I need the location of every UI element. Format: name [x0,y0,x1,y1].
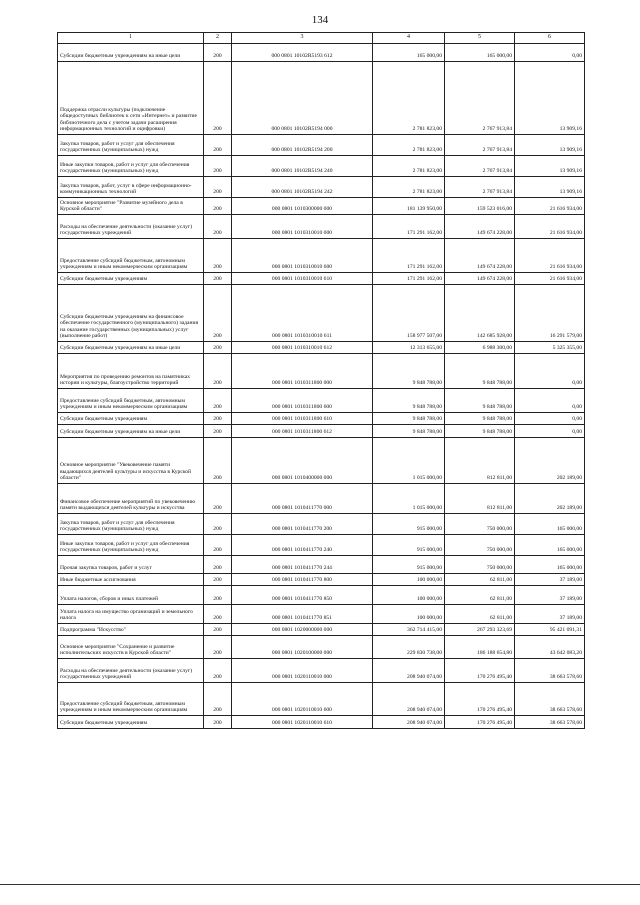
table-row [58,135,585,156]
row-code: 200 [204,198,232,215]
row-unexecuted: 0,00 [515,44,585,62]
row-unexecuted: 13 909,16 [515,135,585,156]
row-name: Иные закупки товаров, работ и услуг для обеспечения государственных (муниципальных) нужд [58,535,204,556]
row-classifier: 000 0801 1020000000 000 [232,624,373,636]
row-executed: 6 988 300,00 [445,342,515,354]
table-row [58,659,585,683]
row-unexecuted: 21 616 934,00 [515,198,585,215]
row-name: Закупка товаров, работ и услуг для обеспечения государственных (муниципальных) нужд [58,514,204,535]
row-classifier: 000 0801 1010411770 240 [232,535,373,556]
row-approved: 171 291 162,00 [373,239,445,273]
row-code: 200 [204,484,232,514]
row-approved: 229 830 738,00 [373,636,445,659]
row-unexecuted: 0,00 [515,354,585,389]
row-executed: 2 767 913,84 [445,62,515,135]
row-approved: 165 000,00 [373,44,445,62]
row-executed: 9 848 788,00 [445,354,515,389]
row-classifier: 000 0801 1010310010 600 [232,239,373,273]
row-unexecuted: 16 291 579,00 [515,285,585,342]
table-row [58,413,585,425]
row-executed: 170 276 495,40 [445,716,515,729]
table-row [58,438,585,484]
row-executed: 62 811,00 [445,586,515,605]
row-name: Основное мероприятие "Развитие музейного дела в Курской области" [58,198,204,215]
row-approved: 2 781 823,00 [373,135,445,156]
row-classifier: 000 0801 1010310010 612 [232,342,373,354]
row-approved: 9 848 788,00 [373,389,445,413]
table-row [58,389,585,413]
table-row [58,716,585,729]
row-code: 200 [204,438,232,484]
row-name: Уплата налогов, сборов и иных платежей [58,586,204,605]
row-name: Закупка товаров, работ и услуг для обеспечения государственных (муниципальных) нужд [58,135,204,156]
row-executed: 62 811,00 [445,605,515,624]
row-classifier: 000 0801 1010411770 200 [232,514,373,535]
row-executed: 812 811,00 [445,484,515,514]
row-executed: 149 674 228,00 [445,273,515,285]
row-approved: 2 781 823,00 [373,62,445,135]
row-unexecuted: 202 189,00 [515,484,585,514]
row-approved: 158 977 507,00 [373,285,445,342]
row-classifier: 000 0801 1010311800 612 [232,425,373,438]
row-unexecuted: 37 189,00 [515,574,585,586]
budget-table [57,32,585,729]
row-approved: 9 848 788,00 [373,413,445,425]
row-approved: 1 015 000,00 [373,484,445,514]
table-row [58,198,585,215]
row-code: 200 [204,135,232,156]
row-name: Финансовое обеспечение мероприятий по увековечению памяти выдающихся деятелей культуры и искусства [58,484,204,514]
table-row [58,354,585,389]
row-approved: 181 139 950,00 [373,198,445,215]
row-name: Субсидии бюджетным учреждениям [58,273,204,285]
row-unexecuted: 37 189,00 [515,586,585,605]
row-classifier: 000 0801 1010411770 851 [232,605,373,624]
row-executed: 9 848 788,00 [445,389,515,413]
row-name: Уплата налога на имущество организаций и земельного налога [58,605,204,624]
table-row [58,273,585,285]
row-code: 200 [204,44,232,62]
row-name: Основное мероприятие "Сохранение и развитие исполнительских искусств в Курской области" [58,636,204,659]
row-unexecuted: 37 189,00 [515,605,585,624]
row-name: Закупка товаров, работ, услуг в сфере информационно-коммуникационных технологий [58,177,204,198]
table-row [58,535,585,556]
column-number-row [58,33,585,44]
row-name: Субсидии бюджетным учреждениям на иные цели [58,425,204,438]
row-executed: 170 276 495,40 [445,683,515,716]
row-unexecuted: 21 616 934,00 [515,239,585,273]
row-name: Субсидии бюджетным учреждениям на иные цели [58,44,204,62]
row-executed: 186 188 654,80 [445,636,515,659]
row-unexecuted: 0,00 [515,389,585,413]
row-classifier: 000 0801 1010411770 244 [232,556,373,574]
row-executed: 750 000,00 [445,514,515,535]
row-classifier: 000 0801 1020100000 000 [232,636,373,659]
row-classifier: 000 0801 1010400000 000 [232,438,373,484]
row-code: 200 [204,285,232,342]
table-row [58,605,585,624]
row-approved: 915 000,00 [373,514,445,535]
row-approved: 171 291 162,00 [373,215,445,239]
row-name: Субсидии бюджетным учреждениям [58,716,204,729]
table-row [58,177,585,198]
row-classifier: 000 0801 1010310010 611 [232,285,373,342]
table-row [58,215,585,239]
row-code: 200 [204,62,232,135]
row-executed: 149 674 228,00 [445,215,515,239]
row-executed: 2 767 913,84 [445,135,515,156]
table-row [58,636,585,659]
row-code: 200 [204,215,232,239]
row-code: 200 [204,574,232,586]
row-approved: 100 000,00 [373,605,445,624]
table-row [58,484,585,514]
row-unexecuted: 165 000,00 [515,514,585,535]
row-approved: 915 000,00 [373,556,445,574]
table-row [58,624,585,636]
row-executed: 142 685 928,00 [445,285,515,342]
table-row [58,342,585,354]
row-code: 200 [204,716,232,729]
table-row [58,239,585,273]
row-unexecuted: 165 000,00 [515,556,585,574]
column-header: 2 [204,33,232,44]
row-classifier: 000 0801 10102R5194 000 [232,62,373,135]
row-executed: 165 000,00 [445,44,515,62]
row-approved: 12 313 655,00 [373,342,445,354]
row-classifier: 000 0801 1020110010 000 [232,659,373,683]
row-executed: 149 674 228,00 [445,239,515,273]
row-classifier: 000 0801 1010411770 000 [232,484,373,514]
row-name: Субсидии бюджетным учреждениям [58,413,204,425]
row-name: Поддержка отрасли культуры (подключение общедоступных библиотек к сети «Интернет» и развитие библиотечного дела с учетом задачи расширения информационных технологий и оцифровки) [58,62,204,135]
table-row [58,425,585,438]
table-row [58,156,585,177]
row-code: 200 [204,273,232,285]
row-classifier: 000 0801 1010411770 850 [232,586,373,605]
row-code: 200 [204,342,232,354]
row-code: 200 [204,683,232,716]
row-name: Субсидии бюджетным учреждениям на иные цели [58,342,204,354]
row-name: Субсидии бюджетным учреждениям на финансовое обеспечение государственного (муниципального) задания на оказание государственных (муниципальных) услуг (выполнение работ) [58,285,204,342]
row-name: Расходы на обеспечение деятельности (оказание услуг) государственных учреждений [58,659,204,683]
row-classifier: 000 0801 10102R5194 242 [232,177,373,198]
table-row [58,556,585,574]
row-name: Предоставление субсидий бюджетным, автономным учреждениям и иным некоммерческим организациям [58,389,204,413]
row-classifier: 000 0801 1010411770 800 [232,574,373,586]
row-code: 200 [204,413,232,425]
row-classifier: 000 0801 1020110010 610 [232,716,373,729]
row-code: 200 [204,556,232,574]
row-classifier: 000 0801 1010311800 000 [232,354,373,389]
row-executed: 2 767 913,84 [445,156,515,177]
row-name: Мероприятия по проведению ремонтов на памятниках истории и культуры, благоустройство территорий [58,354,204,389]
row-unexecuted: 13 909,16 [515,156,585,177]
row-code: 200 [204,354,232,389]
row-unexecuted: 0,00 [515,425,585,438]
table-row [58,574,585,586]
row-code: 200 [204,389,232,413]
row-code: 200 [204,239,232,273]
row-unexecuted: 5 325 355,00 [515,342,585,354]
table-row [58,44,585,62]
row-code: 200 [204,535,232,556]
row-name: Иные закупки товаров, работ и услуг для обеспечения государственных (муниципальных) нужд [58,156,204,177]
row-unexecuted: 38 663 578,60 [515,716,585,729]
row-unexecuted: 13 909,16 [515,177,585,198]
row-executed: 62 811,00 [445,574,515,586]
column-header: 3 [232,33,373,44]
row-approved: 208 940 074,00 [373,659,445,683]
row-executed: 2 767 913,84 [445,177,515,198]
row-approved: 208 940 074,00 [373,683,445,716]
row-code: 200 [204,636,232,659]
row-unexecuted: 21 616 934,00 [515,273,585,285]
row-approved: 1 015 000,00 [373,438,445,484]
row-executed: 750 000,00 [445,556,515,574]
row-name: Предоставление субсидий бюджетным, автономным учреждениям и иным некоммерческим организациям [58,683,204,716]
row-classifier: 000 0801 1010310010 610 [232,273,373,285]
row-unexecuted: 38 663 578,60 [515,683,585,716]
row-executed: 159 523 016,00 [445,198,515,215]
row-classifier: 000 0801 1010311800 610 [232,413,373,425]
row-approved: 171 291 162,00 [373,273,445,285]
row-executed: 9 848 788,00 [445,413,515,425]
table-row [58,285,585,342]
row-code: 200 [204,605,232,624]
row-code: 200 [204,624,232,636]
row-unexecuted: 202 189,00 [515,438,585,484]
row-name: Иные бюджетные ассигнования [58,574,204,586]
row-executed: 267 293 323,69 [445,624,515,636]
row-unexecuted: 21 616 934,00 [515,215,585,239]
row-code: 200 [204,514,232,535]
row-approved: 2 781 823,00 [373,156,445,177]
row-approved: 100 000,00 [373,574,445,586]
row-approved: 362 714 415,00 [373,624,445,636]
row-classifier: 000 0801 10102R5194 200 [232,135,373,156]
row-unexecuted: 0,00 [515,413,585,425]
row-unexecuted: 95 421 091,31 [515,624,585,636]
table-row [58,683,585,716]
row-classifier: 000 0801 10102R5193 612 [232,44,373,62]
row-code: 200 [204,659,232,683]
row-executed: 170 276 495,40 [445,659,515,683]
column-header: 1 [58,33,204,44]
row-name: Подпрограмма "Искусство" [58,624,204,636]
row-approved: 9 848 788,00 [373,425,445,438]
row-unexecuted: 13 909,16 [515,62,585,135]
row-approved: 9 848 788,00 [373,354,445,389]
bottom-rule [0,884,640,885]
row-code: 200 [204,586,232,605]
row-classifier: 000 0801 1010300000 000 [232,198,373,215]
row-unexecuted: 38 663 578,60 [515,659,585,683]
row-executed: 750 000,00 [445,535,515,556]
column-header: 4 [373,33,445,44]
row-code: 200 [204,425,232,438]
row-classifier: 000 0801 1020110010 600 [232,683,373,716]
row-unexecuted: 165 000,00 [515,535,585,556]
row-approved: 100 000,00 [373,586,445,605]
row-name: Основное мероприятие "Увековечение памяти выдающихся деятелей культуры и искусства в Курской области" [58,438,204,484]
row-executed: 812 811,00 [445,438,515,484]
table-row [58,514,585,535]
row-unexecuted: 43 642 083,20 [515,636,585,659]
table-row [58,586,585,605]
row-approved: 2 781 823,00 [373,177,445,198]
row-approved: 915 000,00 [373,535,445,556]
row-executed: 9 848 788,00 [445,425,515,438]
row-code: 200 [204,177,232,198]
row-classifier: 000 0801 1010311800 600 [232,389,373,413]
table-row [58,62,585,135]
row-name: Расходы на обеспечение деятельности (оказание услуг) государственных учреждений [58,215,204,239]
row-classifier: 000 0801 1010310010 000 [232,215,373,239]
page-number: 134 [311,14,329,26]
row-name: Предоставление субсидий бюджетным, автономным учреждениям и иным некоммерческим организациям [58,239,204,273]
column-header: 6 [515,33,585,44]
row-code: 200 [204,156,232,177]
row-approved: 208 940 074,00 [373,716,445,729]
row-classifier: 000 0801 10102R5194 240 [232,156,373,177]
row-name: Прочая закупка товаров, работ и услуг [58,556,204,574]
column-header: 5 [445,33,515,44]
